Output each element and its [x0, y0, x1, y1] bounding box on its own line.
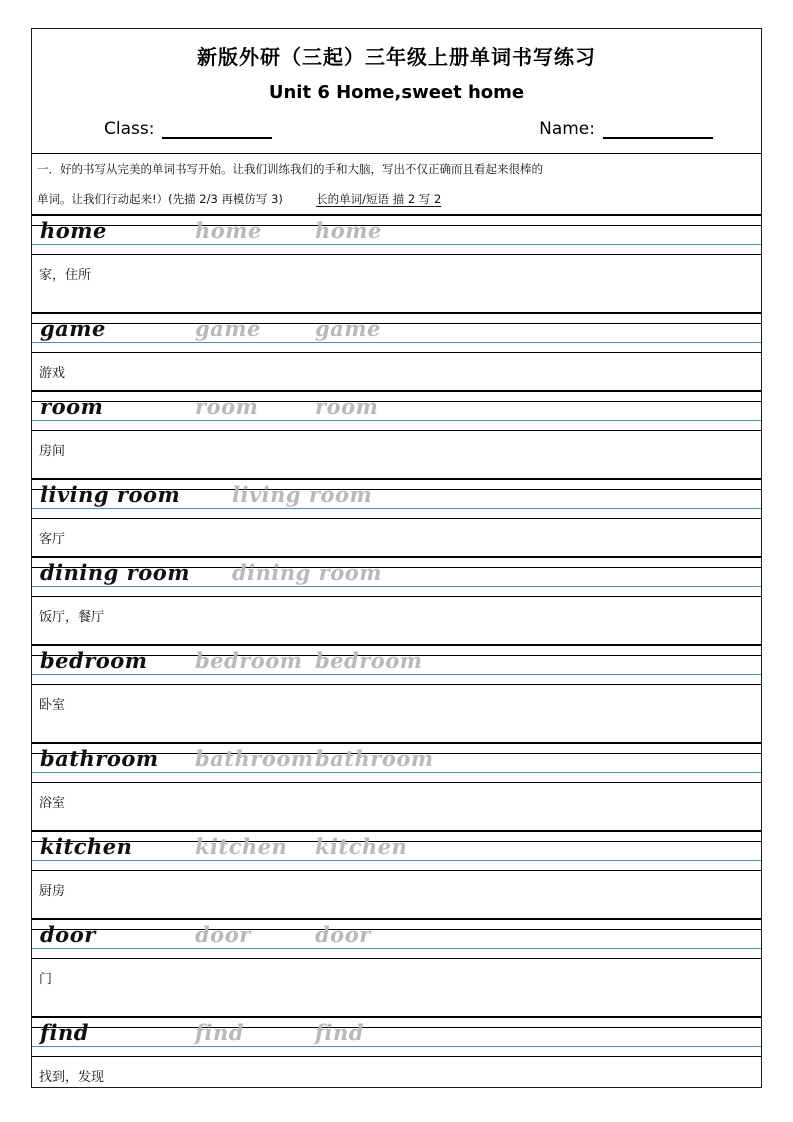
page-title-cn: 新版外研（三起）三年级上册单词书写练习	[197, 45, 596, 69]
word-model: dining room	[40, 560, 190, 585]
word-model: game	[40, 316, 106, 341]
word-slots	[32, 920, 761, 958]
word-trace-copy[interactable]: game	[315, 316, 381, 341]
translation-row	[32, 597, 761, 645]
translation-text: 游戏	[39, 366, 66, 381]
instructions-block	[32, 153, 761, 214]
word-trace-copy[interactable]: home	[195, 218, 262, 243]
word-trace-copy[interactable]: game	[195, 316, 261, 341]
translation-text: 客厅	[39, 532, 66, 547]
translation-text: 找到，发现	[39, 1070, 105, 1085]
word-model: room	[40, 394, 104, 419]
translation-row	[32, 871, 761, 919]
word-practice-row[interactable]	[32, 391, 761, 431]
translation-row	[32, 1057, 761, 1088]
word-trace-copy[interactable]: find	[195, 1020, 244, 1045]
word-model: kitchen	[40, 834, 133, 859]
word-slots	[32, 314, 761, 352]
translation-text: 厨房	[39, 884, 66, 899]
word-trace-copy[interactable]: bedroom	[315, 648, 423, 673]
word-practice-row[interactable]	[32, 645, 761, 685]
word-practice-row[interactable]	[32, 919, 761, 959]
instruction-line-2	[37, 184, 753, 214]
word-practice-row[interactable]	[32, 557, 761, 597]
translation-row	[32, 519, 761, 557]
translation-text: 饭厅，餐厅	[39, 610, 105, 625]
translation-row	[32, 783, 761, 831]
word-trace-copy[interactable]: room	[195, 394, 259, 419]
translation-row	[32, 353, 761, 391]
word-trace-copy[interactable]: bedroom	[195, 648, 303, 673]
word-slots	[32, 392, 761, 430]
page-title-en: Unit 6 Home,sweet home	[268, 82, 525, 103]
word-practice-row[interactable]	[32, 831, 761, 871]
class-label: Class:	[104, 119, 155, 139]
name-label: Name:	[539, 119, 595, 139]
word-trace-copy[interactable]: living room	[232, 482, 373, 507]
word-model: bathroom	[40, 746, 159, 771]
word-practice-row[interactable]	[32, 479, 761, 519]
translation-row	[32, 685, 761, 743]
word-model: door	[40, 922, 96, 947]
word-trace-copy[interactable]: find	[315, 1020, 364, 1045]
word-slots	[32, 480, 761, 518]
class-input-blank[interactable]	[162, 123, 272, 139]
word-practice-row[interactable]	[32, 215, 761, 255]
translation-text: 家，住所	[39, 268, 92, 283]
word-slots	[32, 216, 761, 254]
translation-row	[32, 255, 761, 313]
word-trace-copy[interactable]: bathroom	[315, 746, 434, 771]
translation-text: 房间	[39, 444, 66, 459]
instruction-line-2-text: 单词。让我们行动起来!）(先描 2/3 再模仿写 3)	[37, 192, 283, 206]
word-practice-row[interactable]	[32, 1017, 761, 1057]
translation-text: 卧室	[39, 698, 66, 713]
word-trace-copy[interactable]: door	[195, 922, 251, 947]
name-input-blank[interactable]	[603, 123, 713, 139]
word-trace-copy[interactable]: room	[315, 394, 379, 419]
word-trace-copy[interactable]: bathroom	[195, 746, 314, 771]
word-model: living room	[40, 482, 181, 507]
translation-text: 门	[39, 972, 53, 987]
word-practice-row[interactable]	[32, 313, 761, 353]
word-slots	[32, 832, 761, 870]
word-model: find	[40, 1020, 89, 1045]
word-slots	[32, 744, 761, 782]
word-practice-row[interactable]	[32, 743, 761, 783]
word-slots	[32, 1018, 761, 1056]
translation-row	[32, 959, 761, 1017]
word-model: home	[40, 218, 107, 243]
word-trace-copy[interactable]: home	[315, 218, 382, 243]
student-id-row	[32, 119, 761, 139]
word-model: bedroom	[40, 648, 148, 673]
word-trace-copy[interactable]: dining room	[232, 560, 382, 585]
translation-text: 浴室	[39, 796, 66, 811]
instruction-note-underlined: 长的单词/短语 描 2 写 2	[316, 192, 442, 206]
word-trace-copy[interactable]: door	[315, 922, 371, 947]
word-practice-grid	[32, 214, 761, 1088]
word-trace-copy[interactable]: kitchen	[315, 834, 408, 859]
instruction-line-1: 一．好的书写从完美的单词书写开始。让我们训练我们的手和大脑，写出不仅正确而且看起来很棒的	[37, 162, 543, 176]
word-slots	[32, 646, 761, 684]
translation-row	[32, 431, 761, 479]
word-trace-copy[interactable]: kitchen	[195, 834, 288, 859]
word-slots	[32, 558, 761, 596]
worksheet-page	[31, 28, 762, 1088]
